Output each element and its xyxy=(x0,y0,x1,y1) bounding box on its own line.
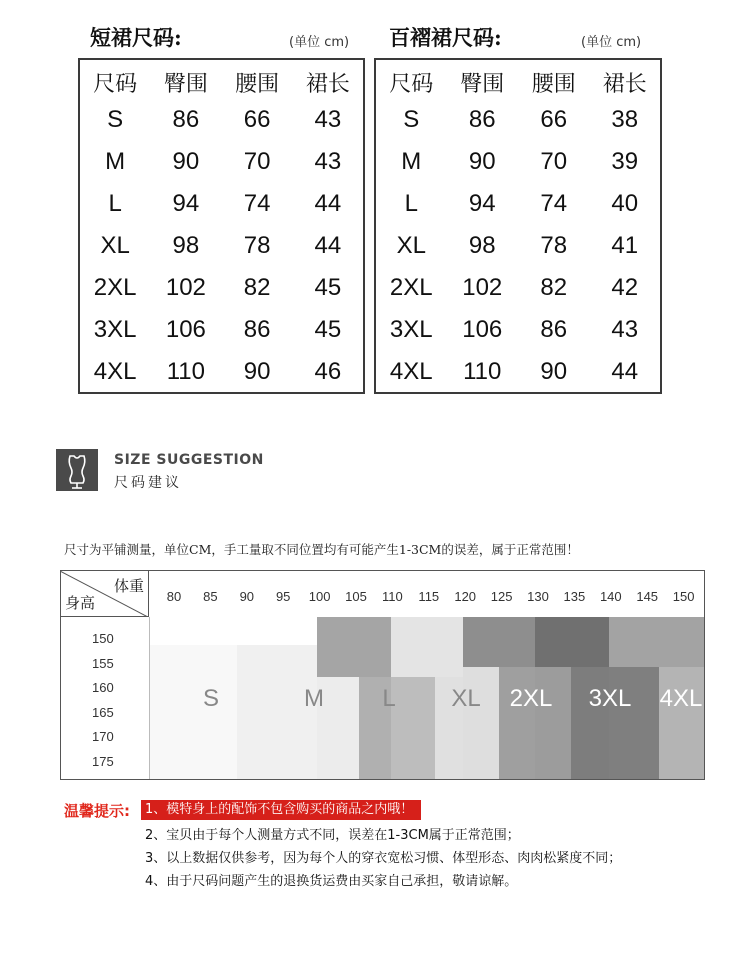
table-cell: 90 xyxy=(243,357,271,385)
weight-tick-label: 150 xyxy=(672,589,695,604)
weight-tick-label: 130 xyxy=(527,589,549,604)
table-row xyxy=(375,309,661,351)
table-row xyxy=(375,225,661,267)
table-cell: L xyxy=(404,190,418,217)
tip-item: 4、由于尺码问题产生的退换货运费由买家自己承担，敬请谅解。 xyxy=(145,874,518,889)
corner-header-cell xyxy=(61,571,149,617)
table-cell: 102 xyxy=(165,274,206,301)
weight-tick-label: 95 xyxy=(275,589,291,604)
column-header: 尺码 xyxy=(389,72,434,97)
weight-tick-label: 135 xyxy=(563,589,586,604)
pleated-skirt-title: 百褶裙尺码: xyxy=(389,25,502,50)
height-tick-label: 160 xyxy=(92,680,114,696)
column-header: 腰围 xyxy=(235,72,280,97)
table-cell: S xyxy=(107,106,124,133)
table-cell: 39 xyxy=(611,148,639,175)
table-cell: 44 xyxy=(314,232,342,259)
table-cell: 86 xyxy=(172,106,200,133)
table-cell: 2XL xyxy=(93,274,137,301)
table-row xyxy=(375,267,661,309)
table-cell: 43 xyxy=(314,148,342,175)
size-region-block xyxy=(463,617,535,667)
size-label: 3XL xyxy=(588,685,632,712)
table-row xyxy=(375,183,661,225)
table-cell: 40 xyxy=(611,190,639,217)
pleated-skirt-size-table xyxy=(374,58,662,394)
size-region-block xyxy=(659,667,704,779)
table-cell: 78 xyxy=(540,232,568,259)
weight-axis-label: 体重 xyxy=(113,577,144,595)
table-row xyxy=(79,267,364,309)
height-axis-label: 身高 xyxy=(65,594,96,612)
height-tick-label: 150 xyxy=(92,631,114,646)
height-weight-size-chart xyxy=(60,570,705,780)
table-cell: 70 xyxy=(540,148,568,175)
column-header: 裙长 xyxy=(602,72,647,97)
table-cell: 66 xyxy=(540,106,568,133)
table-cell: 44 xyxy=(611,357,639,385)
weight-tick-label: 115 xyxy=(418,589,440,604)
size-label: S xyxy=(202,685,220,712)
table-cell: 90 xyxy=(172,148,200,175)
size-region-block xyxy=(609,667,659,779)
weight-tick-label: 80 xyxy=(166,589,182,604)
size-region-block xyxy=(463,667,499,779)
column-header: 臀围 xyxy=(460,72,505,97)
table-cell: 4XL xyxy=(389,357,433,385)
tip-item: 3、以上数据仅供参考，因为每个人的穿衣宽松习惯、体型形态、肉肉松紧度不同； xyxy=(145,851,622,866)
table-row xyxy=(79,99,364,141)
table-row xyxy=(375,141,661,183)
size-region-block xyxy=(609,617,704,667)
size-region-block xyxy=(391,677,435,779)
table-row xyxy=(375,351,661,393)
column-header: 裙长 xyxy=(305,72,350,97)
table-cell: 45 xyxy=(314,274,342,301)
table-cell: M xyxy=(105,148,126,175)
column-header: 臀围 xyxy=(163,72,208,97)
measurement-note: 尺寸为平铺测量，单位CM，手工量取不同位置均有可能产生1-3CM的误差，属于正常范围！ xyxy=(64,542,579,557)
weight-tick-label: 105 xyxy=(345,589,367,604)
table-cell: 38 xyxy=(611,106,639,133)
column-header: 腰围 xyxy=(531,72,576,97)
size-region-block xyxy=(535,667,571,779)
table-cell: 78 xyxy=(243,232,271,259)
table-header-row xyxy=(375,59,661,99)
short-skirt-size-table xyxy=(78,58,365,394)
tip-item: 2、宝贝由于每个人测量方式不同，误差在1-3CM属于正常范围； xyxy=(145,828,520,843)
table-cell: 82 xyxy=(243,274,271,301)
table-cell: 110 xyxy=(166,357,205,385)
weight-tick-label: 120 xyxy=(454,589,477,604)
size-region-block xyxy=(391,617,463,677)
table-row xyxy=(79,225,364,267)
size-label: 2XL xyxy=(509,685,553,712)
weight-tick-label: 100 xyxy=(308,589,331,604)
size-region-block xyxy=(317,617,391,677)
table-cell: 3XL xyxy=(389,316,433,343)
table-cell: 41 xyxy=(611,232,639,259)
size-label: L xyxy=(382,685,396,712)
table-cell: 70 xyxy=(243,148,271,175)
table-cell: 42 xyxy=(611,274,639,301)
size-region-block xyxy=(571,667,609,779)
table-cell: M xyxy=(401,148,422,175)
height-tick-label: 155 xyxy=(92,655,114,671)
pleated-skirt-unit: (单位 cm) xyxy=(581,35,642,50)
table-cell: 106 xyxy=(462,316,503,343)
height-tick-label: 170 xyxy=(92,729,114,745)
table-cell: L xyxy=(108,190,122,217)
table-cell: 110 xyxy=(463,357,502,385)
short-skirt-title: 短裙尺码: xyxy=(90,25,182,50)
table-cell: 3XL xyxy=(93,316,137,343)
table-cell: 86 xyxy=(468,106,496,133)
table-row xyxy=(375,99,661,141)
table-cell: 98 xyxy=(468,232,496,259)
tip-highlight: 1、模特身上的配饰不包含购买的商品之内哦！ xyxy=(141,800,421,820)
mannequin-icon xyxy=(56,449,98,491)
height-tick-label: 175 xyxy=(92,754,114,769)
table-row xyxy=(79,309,364,351)
size-suggestion-title-en: SIZE SUGGESTION xyxy=(114,452,264,468)
table-cell: 66 xyxy=(243,106,271,133)
column-header: 尺码 xyxy=(93,72,138,97)
table-cell: 106 xyxy=(165,316,206,343)
table-cell: 46 xyxy=(314,357,342,385)
table-cell: 43 xyxy=(314,106,342,133)
table-cell: 86 xyxy=(540,316,568,343)
table-cell: 94 xyxy=(172,190,200,217)
size-label: M xyxy=(304,685,324,712)
table-cell: 86 xyxy=(243,316,271,343)
size-label: 4XL xyxy=(659,685,703,712)
table-cell: XL xyxy=(100,232,130,259)
table-cell: 90 xyxy=(540,357,568,385)
table-cell: 102 xyxy=(462,274,503,301)
table-header-row xyxy=(79,59,364,99)
table-cell: 4XL xyxy=(93,357,137,385)
weight-tick-label: 110 xyxy=(382,589,403,604)
table-cell: 43 xyxy=(611,316,639,343)
table-cell: 2XL xyxy=(389,274,433,301)
height-tick-label: 165 xyxy=(92,704,114,720)
table-cell: 82 xyxy=(540,274,568,301)
weight-tick-label: 140 xyxy=(599,589,622,604)
table-row xyxy=(79,183,364,225)
height-column-divider xyxy=(149,617,150,779)
table-cell: 74 xyxy=(243,190,271,217)
table-cell: XL xyxy=(396,232,426,259)
weight-tick-label: 85 xyxy=(203,589,218,604)
table-cell: 45 xyxy=(314,316,342,343)
tips-title: 温馨提示: xyxy=(64,802,130,820)
table-row xyxy=(79,141,364,183)
weight-tick-label: 125 xyxy=(490,589,513,604)
size-label: XL xyxy=(451,685,481,712)
table-cell: 98 xyxy=(172,232,200,259)
table-row xyxy=(79,351,364,393)
weight-tick-label: 90 xyxy=(239,589,255,604)
table-cell: 94 xyxy=(468,190,496,217)
table-cell: 90 xyxy=(468,148,496,175)
table-cell: S xyxy=(403,106,420,133)
table-cell: 74 xyxy=(540,190,568,217)
size-region-block xyxy=(535,617,609,667)
weight-tick-label: 145 xyxy=(636,589,659,604)
size-region-block xyxy=(149,645,237,779)
size-region-block xyxy=(499,667,535,779)
short-skirt-unit: (单位 cm) xyxy=(289,35,350,50)
size-suggestion-title-cn: 尺码建议 xyxy=(114,475,182,491)
table-cell: 44 xyxy=(314,190,342,217)
